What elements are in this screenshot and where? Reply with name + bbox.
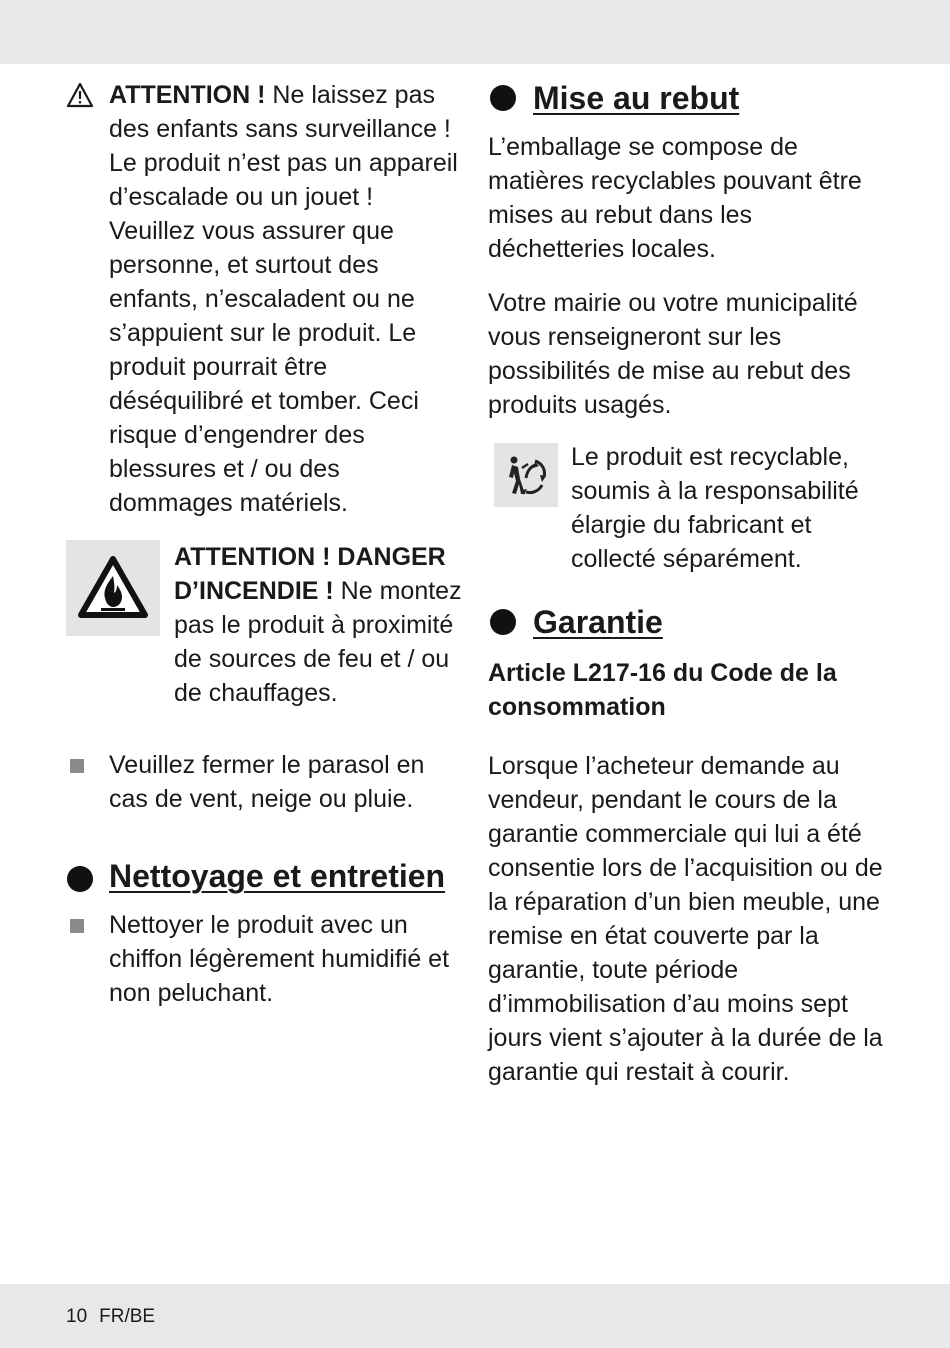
section-dot-icon (490, 85, 516, 111)
right-column (488, 78, 888, 1089)
cleaning-heading (66, 856, 466, 896)
disposal-heading (488, 78, 888, 118)
list-item-text: Nettoyer le produit avec un chiffon légèrement humidifié et non peluchant. (109, 911, 450, 1007)
header-band (0, 0, 950, 64)
warning-triangle-icon (66, 82, 94, 108)
list-item-cleaning (66, 908, 466, 1010)
fire-warning-body: Ne montez pas le produit à proximité de sources de feu et / ou de chauffages. (174, 577, 462, 707)
disposal-paragraph-1: L’emballage se compose de matières recyclables pouvant être mises au rebut dans les déchetteries locales. (488, 133, 862, 263)
section-title: Mise au rebut (533, 80, 740, 116)
square-bullet-icon (70, 919, 84, 933)
warning-label: ATTENTION ! (109, 81, 266, 109)
locale-label: FR/BE (99, 1306, 156, 1327)
footer (66, 1306, 167, 1328)
square-bullet-icon (70, 759, 84, 773)
left-column (66, 78, 466, 1010)
warning-text (109, 78, 466, 520)
recycle-text: Le produit est recyclable, soumis à la responsabilité élargie du fabricant et collecté séparément. (571, 443, 859, 573)
list-item-text: Veuillez fermer le parasol en cas de vent, neige ou pluie. (109, 751, 425, 813)
warning-block (66, 78, 466, 520)
section-title: Nettoyage et entretien (109, 858, 446, 894)
warranty-subheading: Article L217-16 du Code de la consommation (488, 659, 837, 721)
warranty-heading (488, 602, 888, 642)
warning-body: Ne laissez pas des enfants sans surveillance ! Le produit n’est pas un appareil d’escalade ou un jouet ! Veuillez vous assurer que personne, et surtout des enfants, n’escaladent ou ne s’appuient sur le produit. Le produit pourrait être déséquilibré et tomber. Ceci risque d’engendrer des blessures et / ou des dommages matériels. (109, 81, 458, 517)
triman-recycle-icon (494, 443, 558, 507)
page-number: 10 (66, 1306, 88, 1327)
section-dot-icon (490, 609, 516, 635)
fire-hazard-icon (66, 540, 160, 636)
list-item-wind (66, 748, 466, 816)
recycle-info-block (488, 440, 888, 576)
section-dot-icon (67, 866, 93, 892)
section-title: Garantie (533, 604, 663, 640)
fire-warning-text (174, 540, 466, 710)
warranty-text: Lorsque l’acheteur demande au vendeur, pendant le cours de la garantie commerciale qui lui a été consentie lors de l’acquisition ou de la réparation d’un bien meuble, une remise en état couverte par la garantie, toute période d’immobilisation d’au moins sept jours vient s’ajouter à la durée de la garantie qui restait à courir. (488, 752, 883, 1086)
fire-warning-label: ATTENTION ! DANGER D’INCENDIE ! (174, 543, 446, 605)
disposal-paragraph-2: Votre mairie ou votre municipalité vous renseigneront sur les possibilités de mise au rebut des produits usagés. (488, 289, 858, 419)
fire-warning-block (66, 540, 466, 710)
